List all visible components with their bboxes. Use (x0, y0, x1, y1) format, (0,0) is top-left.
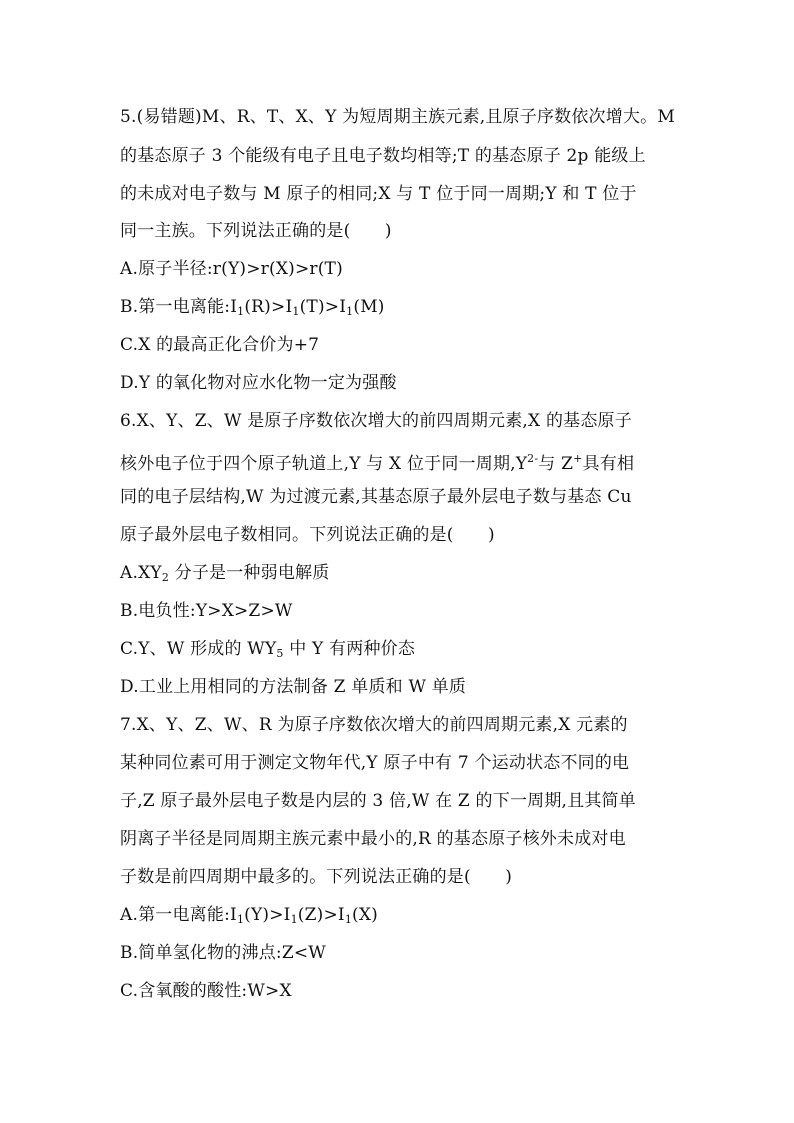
q5-stem-line-4: 同一主族。下列说法正确的是( ) (120, 221, 392, 241)
q7-option-b: B.简单氢化物的沸点:Z<W (120, 943, 326, 963)
q7-option-c: C.含氧酸的酸性:W>X (120, 981, 292, 1001)
q5-stem-line-3: 的未成对电子数与 M 原子的相同;X 与 T 位于同一周期;Y 和 T 位于 (120, 184, 637, 204)
q7-stem-line-5: 子数是前四周期中最多的。下列说法正确的是( ) (120, 867, 513, 887)
q7-stem-line-3: 子,Z 原子最外层电子数是内层的 3 倍,W 在 Z 的下一周期,且其简单 (120, 791, 636, 811)
q6-option-b: B.电负性:Y>X>Z>W (120, 601, 293, 621)
q7-option-a: A.第一电离能$:I_1(Y)>I_1(Z)>I_1(X)$ (120, 905, 379, 926)
q7-stem-line-4: 阴离子半径是同周期主族元素中最小的,R 的基态原子核外未成对电 (120, 829, 626, 849)
q5-option-d: D.Y 的氧化物对应水化物一定为强酸 (120, 373, 397, 393)
q6-stem-line-4: 原子最外层电子数相同。下列说法正确的是( ) (120, 525, 495, 545)
q6-option-a: $A.XY_2$ 分子是一种弱电解质 (120, 563, 330, 584)
q7-stem-line-1: 7.X、Y、Z、W、R 为原子序数依次增大的前四周期元素,X 元素的 (120, 715, 628, 735)
q7-stem-line-2: 某种同位素可用于测定文物年代,Y 原子中有 7 个运动状态不同的电 (120, 753, 630, 773)
q5-stem-line-2: 的基态原子 3 个能级有电子且电子数均相等;T 的基态原子 2p 能级上 (120, 146, 646, 166)
q6-option-c: C.Y、W 形成的 $WY_5$ 中 Y 有两种价态 (120, 639, 416, 660)
q6-stem-line-3: 同的电子层结构,W 为过渡元素,其基态原子最外层电子数与基态 Cu (120, 487, 632, 507)
q5-option-c: C.X 的最高正化合价为+7 (120, 335, 320, 355)
q6-stem-line-2: 核外电子位于四个原子轨道上,Y 与 X 位于同一周期$,Y^{2-}$与 Z+具有相 (120, 452, 635, 474)
q5-stem-line-1: 5.(易错题)M、R、T、X、Y 为短周期主族元素,且原子序数依次增大。M (120, 107, 675, 127)
q6-option-d: D.工业上用相同的方法制备 Z 单质和 W 单质 (120, 677, 467, 697)
q5-option-b: B.第一电离能$:I_1(R)>I_1(T)>I_1(M)$ (120, 297, 385, 318)
q5-option-a: A.原子半径:r(Y)>r(X)>r(T) (120, 259, 343, 279)
q6-stem-line-1: 6.X、Y、Z、W 是原子序数依次增大的前四周期元素,X 的基态原子 (120, 411, 632, 431)
